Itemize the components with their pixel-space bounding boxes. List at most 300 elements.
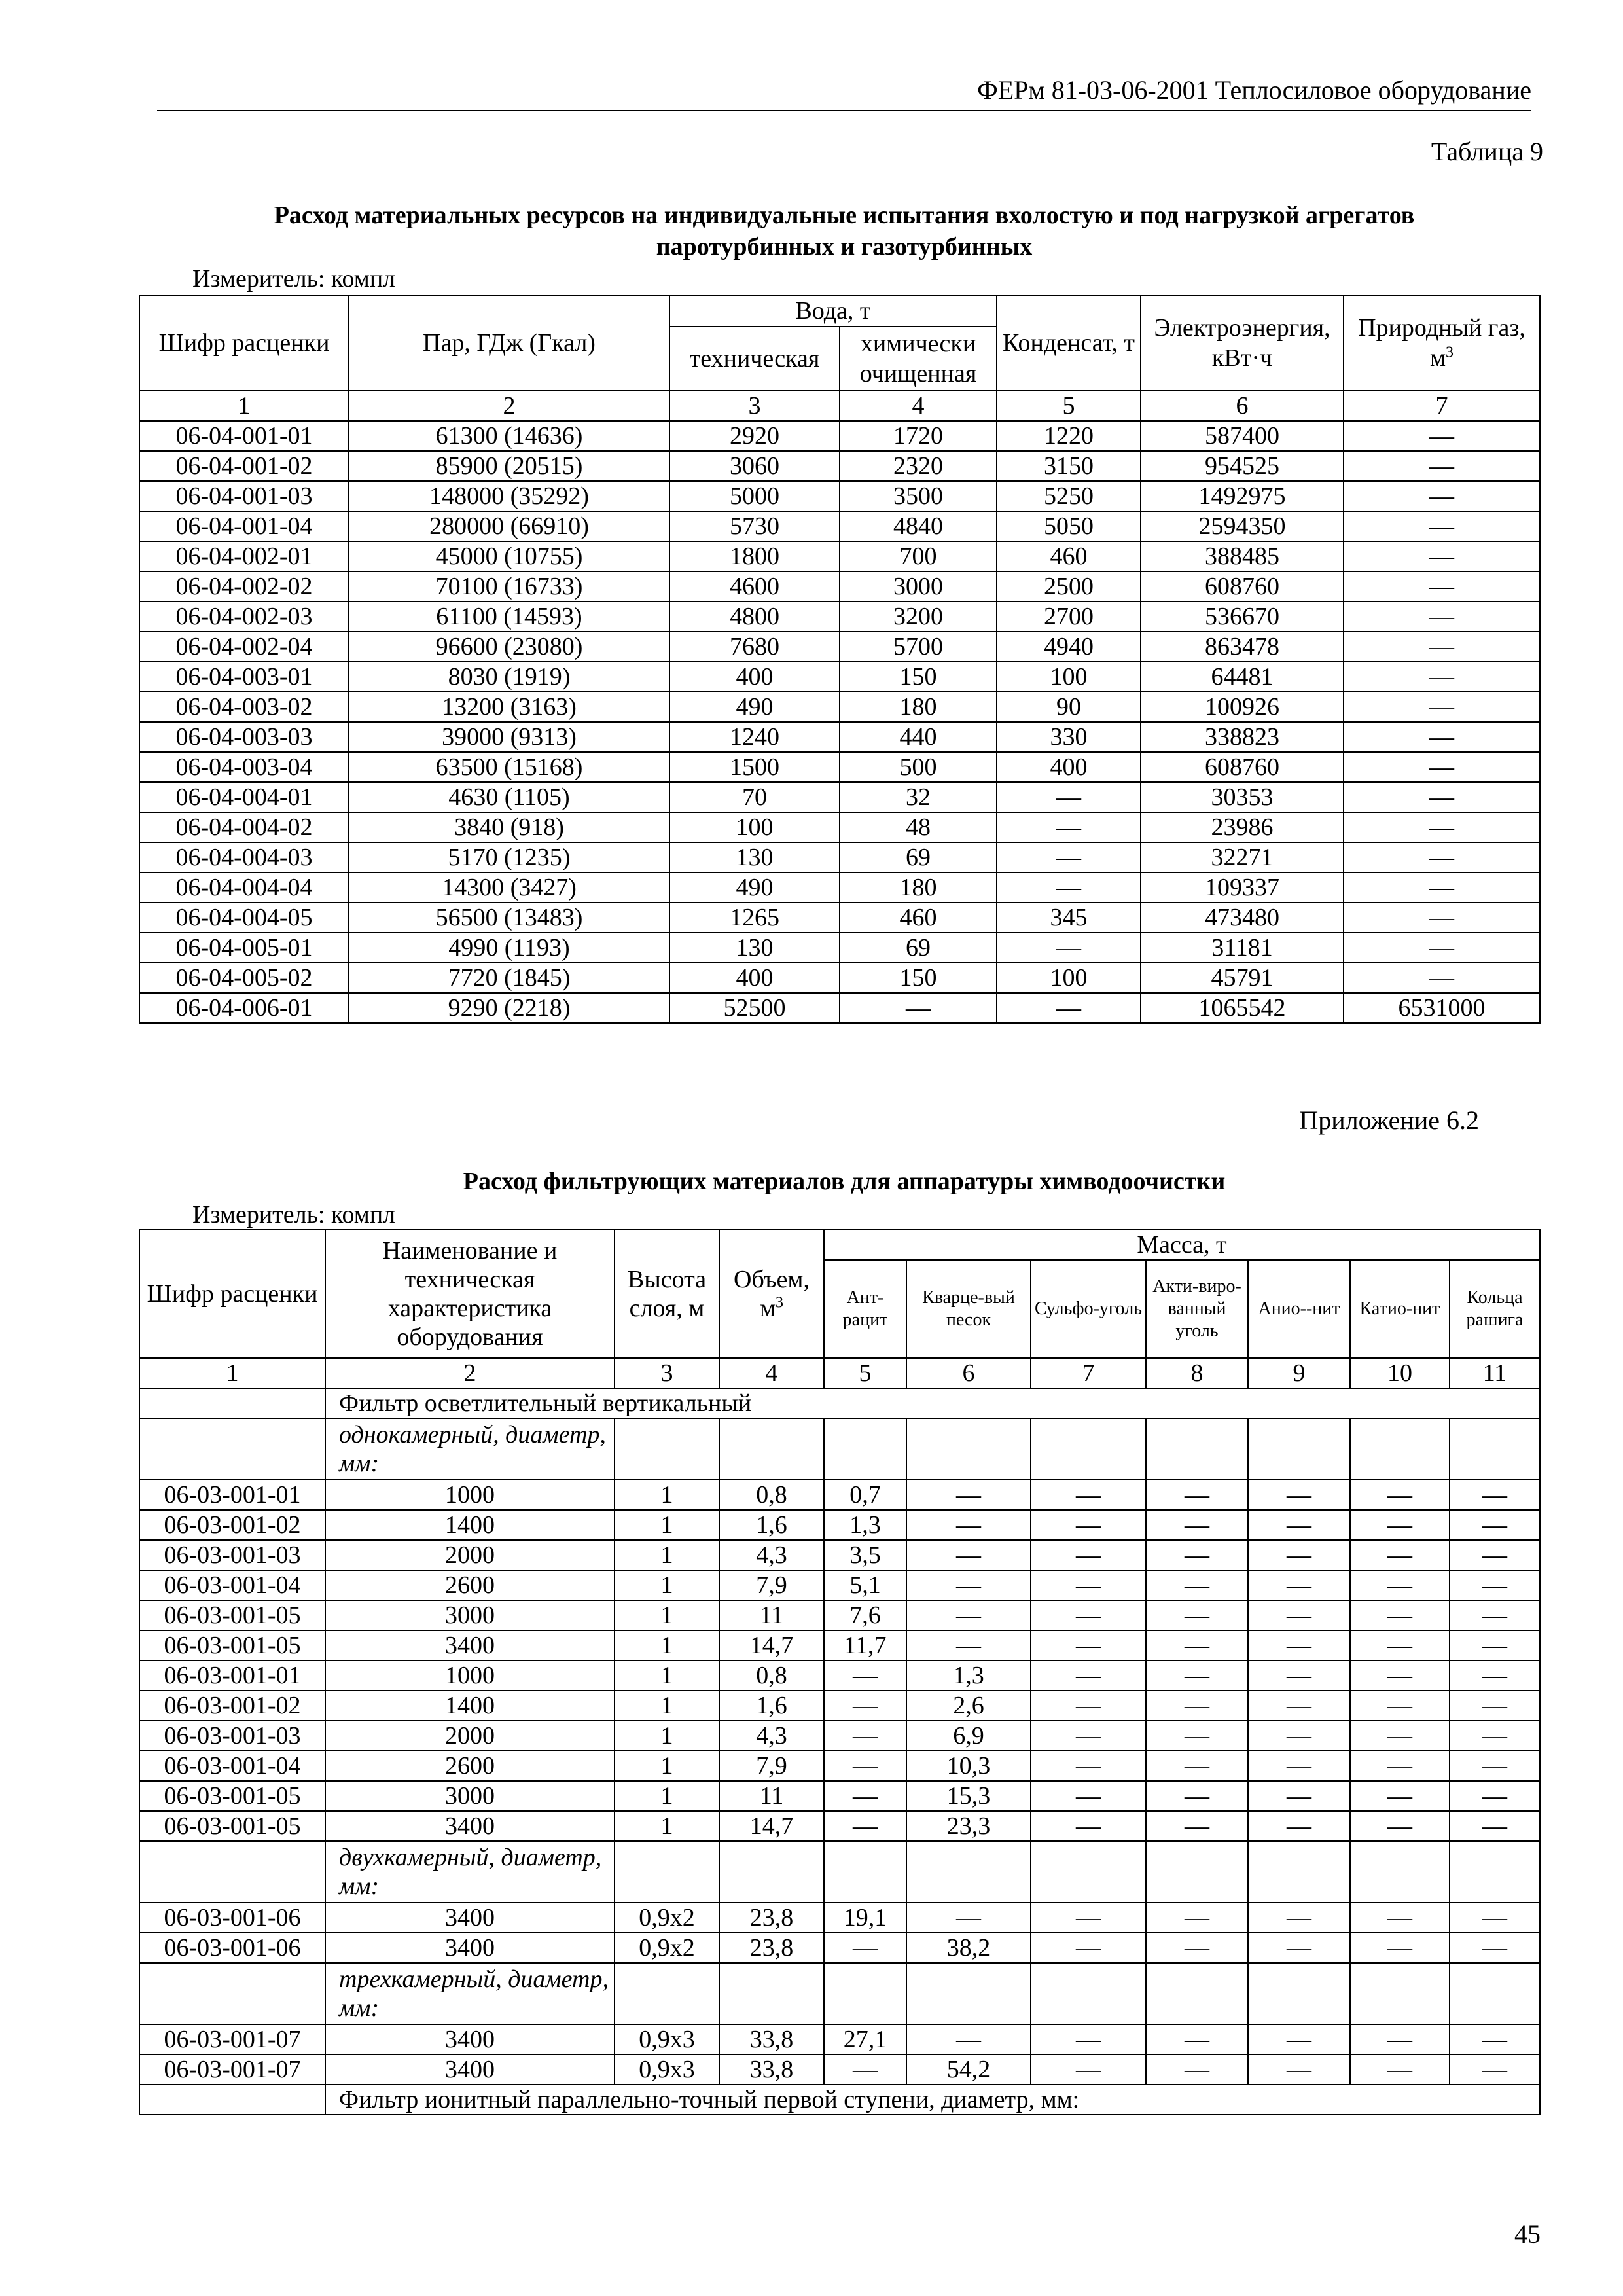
- table-cell: —: [1450, 1630, 1540, 1660]
- table-cell: —: [1248, 1480, 1350, 1510]
- table-cell: —: [906, 1510, 1031, 1540]
- table-cell: —: [997, 872, 1141, 903]
- table-cell: 63500 (15168): [349, 752, 669, 782]
- empty-cell: [906, 1841, 1031, 1903]
- subgroup-row-triple-chamber: [139, 1963, 1540, 2024]
- table-cell: —: [1031, 2054, 1146, 2085]
- table-cell: —: [1031, 1811, 1146, 1841]
- table-cell: —: [1344, 511, 1540, 541]
- table-cell: 3000: [840, 571, 997, 601]
- table-cell: 3200: [840, 601, 997, 632]
- header-water-technical: техническая: [669, 327, 840, 391]
- table-cell: —: [1350, 1933, 1450, 1963]
- header-volume-sup: 3: [776, 1294, 784, 1312]
- table-row: [139, 963, 1540, 993]
- table-cell: 69: [840, 842, 997, 872]
- table-cell: 1000: [325, 1660, 615, 1691]
- table-cell: —: [1450, 1721, 1540, 1751]
- table-cell: —: [1450, 1540, 1540, 1570]
- table-cell: 150: [840, 963, 997, 993]
- table-cell: 06-04-001-02: [139, 451, 349, 481]
- table-cell: —: [1350, 1600, 1450, 1630]
- table-cell: —: [1450, 2054, 1540, 2085]
- table-row: [139, 1540, 1540, 1570]
- table-cell: 8: [1146, 1358, 1248, 1388]
- table-cell: —: [1344, 692, 1540, 722]
- section2-title: Расход фильтрующих материалов для аппаратуры химводоочистки: [463, 1168, 1226, 1195]
- table-cell: —: [1344, 481, 1540, 511]
- column-number-row: [139, 391, 1540, 421]
- table-row: [139, 1721, 1540, 1751]
- table-cell: —: [1344, 601, 1540, 632]
- table-cell: —: [1248, 1751, 1350, 1781]
- table-cell: —: [1248, 1903, 1350, 1933]
- table-cell: 473480: [1141, 903, 1344, 933]
- table-cell: —: [1350, 1630, 1450, 1660]
- table-cell: 5000: [669, 481, 840, 511]
- table-cell: 440: [840, 722, 997, 752]
- table-cell: 338823: [1141, 722, 1344, 752]
- subgroup-title: трехкамерный, диаметр, мм:: [325, 1963, 615, 2024]
- header-gas-sup: 3: [1446, 344, 1454, 361]
- table-cell: 500: [840, 752, 997, 782]
- table-row: [139, 903, 1540, 933]
- table-cell: 1: [615, 1630, 719, 1660]
- table-cell: 70: [669, 782, 840, 812]
- table-cell: 490: [669, 692, 840, 722]
- table-cell: 4600: [669, 571, 840, 601]
- table-row: [139, 782, 1540, 812]
- table-cell: 5: [824, 1358, 906, 1388]
- table-cell: —: [1146, 1811, 1248, 1841]
- empty-cell: [719, 1418, 824, 1480]
- table-cell: 1000: [325, 1480, 615, 1510]
- empty-cell: [1450, 1418, 1540, 1480]
- table-cell: 38,2: [906, 1933, 1031, 1963]
- table-cell: —: [1350, 1903, 1450, 1933]
- empty-cell: [615, 1418, 719, 1480]
- table-cell: 1: [615, 1540, 719, 1570]
- table-row: [139, 872, 1540, 903]
- table-cell: 32271: [1141, 842, 1344, 872]
- table-cell: 33,8: [719, 2024, 824, 2054]
- table-cell: 06-03-001-03: [139, 1540, 325, 1570]
- table-cell: 2: [349, 391, 669, 421]
- empty-cell: [139, 2085, 325, 2115]
- table-cell: —: [1350, 1721, 1450, 1751]
- table-cell: —: [997, 812, 1141, 842]
- table-cell: 7,6: [824, 1600, 906, 1630]
- table-row: [139, 481, 1540, 511]
- table-cell: 3400: [325, 1811, 615, 1841]
- table1-column-numbers: [139, 391, 1540, 421]
- table-cell: 06-04-001-03: [139, 481, 349, 511]
- table-cell: 180: [840, 872, 997, 903]
- table-cell: —: [1350, 1660, 1450, 1691]
- empty-cell: [824, 1841, 906, 1903]
- table-cell: 06-04-006-01: [139, 993, 349, 1023]
- table-cell: —: [1350, 1480, 1450, 1510]
- table-cell: —: [1031, 1721, 1146, 1751]
- table-cell: 5170 (1235): [349, 842, 669, 872]
- table-row: [139, 1781, 1540, 1811]
- page-header: [157, 72, 1531, 111]
- table-row: [139, 1903, 1540, 1933]
- table-cell: 54,2: [906, 2054, 1031, 2085]
- table-cell: 3000: [325, 1781, 615, 1811]
- table-cell: 06-04-003-01: [139, 662, 349, 692]
- table-cell: 400: [669, 662, 840, 692]
- table-cell: —: [1450, 1510, 1540, 1540]
- table-cell: 06-04-002-04: [139, 632, 349, 662]
- table-cell: 130: [669, 933, 840, 963]
- table-cell: 56500 (13483): [349, 903, 669, 933]
- table-cell: 954525: [1141, 451, 1344, 481]
- empty-cell: [1248, 1841, 1350, 1903]
- header-volume-label: Объем, м: [734, 1266, 810, 1322]
- table-cell: 3: [615, 1358, 719, 1388]
- table-cell: 3500: [840, 481, 997, 511]
- table-cell: 06-03-001-05: [139, 1811, 325, 1841]
- table-cell: —: [1350, 2024, 1450, 2054]
- table-cell: 3400: [325, 1903, 615, 1933]
- table-cell: 345: [997, 903, 1141, 933]
- table-cell: —: [1031, 1510, 1146, 1540]
- table-cell: 15,3: [906, 1781, 1031, 1811]
- table-cell: 32: [840, 782, 997, 812]
- empty-cell: [1031, 1418, 1146, 1480]
- table-cell: 69: [840, 933, 997, 963]
- table-row: [139, 601, 1540, 632]
- table-cell: 10: [1350, 1358, 1450, 1388]
- table-cell: 11,7: [824, 1630, 906, 1660]
- table-cell: —: [1146, 1600, 1248, 1630]
- table-cell: 06-03-001-03: [139, 1721, 325, 1751]
- document-title: ФЕРм 81-03-06-2001 Теплосиловое оборудование: [977, 75, 1531, 105]
- material-resources-table: [139, 295, 1541, 1024]
- table-cell: —: [1344, 903, 1540, 933]
- table-cell: 7,9: [719, 1570, 824, 1600]
- table-cell: —: [997, 842, 1141, 872]
- table-cell: —: [1350, 1811, 1450, 1841]
- table-cell: —: [1146, 1540, 1248, 1570]
- table-cell: 3150: [997, 451, 1141, 481]
- table-cell: 06-03-001-02: [139, 1510, 325, 1540]
- table-cell: 06-04-004-05: [139, 903, 349, 933]
- table-cell: 1492975: [1141, 481, 1344, 511]
- group-row-ion-exchange-filter: [139, 2085, 1540, 2115]
- table-cell: 1,3: [824, 1510, 906, 1540]
- header-layer-height: Высота слоя, м: [615, 1230, 719, 1358]
- table-cell: —: [1031, 1691, 1146, 1721]
- table-cell: 06-03-001-07: [139, 2054, 325, 2085]
- table-cell: —: [1248, 1660, 1350, 1691]
- table-cell: 2000: [325, 1540, 615, 1570]
- table-cell: —: [1344, 571, 1540, 601]
- header-activated-carbon: Акти-виро-ванный уголь: [1146, 1260, 1248, 1358]
- table-cell: —: [1450, 1691, 1540, 1721]
- table-cell: 148000 (35292): [349, 481, 669, 511]
- table-cell: 1: [615, 1691, 719, 1721]
- empty-cell: [1248, 1418, 1350, 1480]
- section1-title-line1: Расход материальных ресурсов на индивидуальные испытания вхолостую и под нагрузкой агрегатов: [274, 202, 1415, 229]
- table-cell: 3000: [325, 1600, 615, 1630]
- table-cell: 1: [615, 1570, 719, 1600]
- filter-materials-table: [139, 1229, 1541, 2115]
- group-row-clarifying-filter: [139, 1388, 1540, 1418]
- empty-cell: [139, 1418, 325, 1480]
- table-cell: 6,9: [906, 1721, 1031, 1751]
- table-cell: —: [1350, 1510, 1450, 1540]
- table-cell: —: [824, 1933, 906, 1963]
- table-cell: —: [1450, 1480, 1540, 1510]
- table-cell: 3840 (918): [349, 812, 669, 842]
- table-row: [139, 632, 1540, 662]
- table-cell: 1500: [669, 752, 840, 782]
- table-cell: —: [1146, 1630, 1248, 1660]
- subgroup-row-double-chamber: [139, 1841, 1540, 1903]
- table-cell: 06-03-001-01: [139, 1480, 325, 1510]
- table-cell: —: [1146, 2024, 1248, 2054]
- table-row: [139, 752, 1540, 782]
- table-cell: 1065542: [1141, 993, 1344, 1023]
- table-row: [139, 812, 1540, 842]
- empty-cell: [1146, 1418, 1248, 1480]
- table-cell: 180: [840, 692, 997, 722]
- table-cell: 608760: [1141, 752, 1344, 782]
- table-cell: —: [1344, 451, 1540, 481]
- table-cell: —: [824, 2054, 906, 2085]
- table-row: [139, 2054, 1540, 2085]
- table-cell: 280000 (66910): [349, 511, 669, 541]
- table-row: [139, 692, 1540, 722]
- table-cell: —: [1146, 1781, 1248, 1811]
- table-cell: 06-04-003-04: [139, 752, 349, 782]
- header-code: Шифр расценки: [139, 1230, 325, 1358]
- table-cell: 0,9x3: [615, 2024, 719, 2054]
- table-cell: 400: [669, 963, 840, 993]
- header-steam: Пар, ГДж (Гкал): [349, 295, 669, 391]
- table-cell: 23,8: [719, 1933, 824, 1963]
- table-cell: 863478: [1141, 632, 1344, 662]
- table-cell: 06-04-002-02: [139, 571, 349, 601]
- header-raschig-rings: Кольца рашига: [1450, 1260, 1540, 1358]
- table-cell: 2600: [325, 1570, 615, 1600]
- table-cell: —: [1248, 1933, 1350, 1963]
- table-cell: —: [1248, 1721, 1350, 1751]
- table-cell: —: [1450, 1903, 1540, 1933]
- table-row: [139, 722, 1540, 752]
- table-cell: 45000 (10755): [349, 541, 669, 571]
- table-cell: 06-04-002-01: [139, 541, 349, 571]
- section2-measure: Измеритель: компл: [192, 1201, 396, 1229]
- table-cell: 1: [615, 1480, 719, 1510]
- table-cell: 2500: [997, 571, 1141, 601]
- table-cell: 1220: [997, 421, 1141, 451]
- table-cell: —: [824, 1781, 906, 1811]
- table-cell: 06-04-001-01: [139, 421, 349, 451]
- header-water-chemical: химически очищенная: [840, 327, 997, 391]
- table-cell: —: [1344, 421, 1540, 451]
- table-cell: 330: [997, 722, 1141, 752]
- table-cell: —: [1450, 1570, 1540, 1600]
- table-cell: 5,1: [824, 1570, 906, 1600]
- header-volume: [719, 1230, 824, 1358]
- table-cell: 1,6: [719, 1691, 824, 1721]
- subgroup-row-single-chamber: [139, 1418, 1540, 1480]
- table-cell: 608760: [1141, 571, 1344, 601]
- table-cell: 14300 (3427): [349, 872, 669, 903]
- table-cell: 30353: [1141, 782, 1344, 812]
- table-cell: 7: [1031, 1358, 1146, 1388]
- table-cell: 39000 (9313): [349, 722, 669, 752]
- table-cell: 700: [840, 541, 997, 571]
- table-row: [139, 1600, 1540, 1630]
- table-cell: —: [1146, 2054, 1248, 2085]
- table-cell: 2320: [840, 451, 997, 481]
- table-cell: 2700: [997, 601, 1141, 632]
- table-cell: 52500: [669, 993, 840, 1023]
- table-cell: —: [1146, 1903, 1248, 1933]
- table-cell: —: [824, 1660, 906, 1691]
- table-row: [139, 662, 1540, 692]
- table-cell: 3060: [669, 451, 840, 481]
- empty-cell: [1031, 1963, 1146, 2024]
- table-cell: 06-04-005-02: [139, 963, 349, 993]
- table-cell: —: [1248, 1630, 1350, 1660]
- table-cell: 6: [1141, 391, 1344, 421]
- table-cell: 1: [615, 1660, 719, 1691]
- table-cell: 4840: [840, 511, 997, 541]
- header-gas: [1344, 295, 1540, 391]
- table-cell: 06-03-001-06: [139, 1933, 325, 1963]
- table-cell: 0,7: [824, 1480, 906, 1510]
- table-cell: 06-03-001-05: [139, 1781, 325, 1811]
- table-cell: —: [1450, 1600, 1540, 1630]
- table-cell: 06-03-001-04: [139, 1570, 325, 1600]
- table-cell: —: [1450, 1781, 1540, 1811]
- table-cell: —: [1031, 1751, 1146, 1781]
- table-cell: 23986: [1141, 812, 1344, 842]
- table-cell: —: [824, 1721, 906, 1751]
- table-row: [139, 451, 1540, 481]
- table-cell: —: [1248, 1781, 1350, 1811]
- table-cell: 90: [997, 692, 1141, 722]
- header-mass: Масса, т: [824, 1230, 1540, 1260]
- empty-cell: [719, 1963, 824, 2024]
- table-row: [139, 421, 1540, 451]
- header-code: Шифр расценки: [139, 295, 349, 391]
- table-cell: —: [1146, 1751, 1248, 1781]
- table-cell: —: [1031, 1630, 1146, 1660]
- table-cell: 3,5: [824, 1540, 906, 1570]
- table-cell: 3400: [325, 1933, 615, 1963]
- table-cell: —: [1031, 1570, 1146, 1600]
- table-row: [139, 541, 1540, 571]
- table-cell: 06-04-004-03: [139, 842, 349, 872]
- table-cell: 0,8: [719, 1480, 824, 1510]
- section1-title-line2: паротурбинных и газотурбинных: [656, 233, 1033, 260]
- table-cell: —: [1248, 2024, 1350, 2054]
- table-cell: 19,1: [824, 1903, 906, 1933]
- table-row: [139, 1751, 1540, 1781]
- table-cell: —: [906, 1903, 1031, 1933]
- table-cell: —: [1450, 1751, 1540, 1781]
- table-cell: 490: [669, 872, 840, 903]
- table-cell: 2000: [325, 1721, 615, 1751]
- table-cell: —: [1031, 1600, 1146, 1630]
- table-cell: 96600 (23080): [349, 632, 669, 662]
- table-cell: 64481: [1141, 662, 1344, 692]
- table-row: [139, 842, 1540, 872]
- table-cell: —: [997, 782, 1141, 812]
- table-cell: 536670: [1141, 601, 1344, 632]
- table-cell: 109337: [1141, 872, 1344, 903]
- header-cationite: Катио-нит: [1350, 1260, 1450, 1358]
- table-cell: 06-04-004-01: [139, 782, 349, 812]
- table-cell: 06-04-003-02: [139, 692, 349, 722]
- table-cell: —: [1146, 1660, 1248, 1691]
- table-cell: —: [1248, 1691, 1350, 1721]
- table-cell: 1720: [840, 421, 997, 451]
- table-cell: 06-03-001-02: [139, 1691, 325, 1721]
- table-cell: —: [1344, 933, 1540, 963]
- table-cell: —: [1450, 1811, 1540, 1841]
- section1-measure: Измеритель: компл: [192, 265, 396, 293]
- table-cell: 7720 (1845): [349, 963, 669, 993]
- header-water: Вода, т: [669, 295, 997, 327]
- empty-cell: [615, 1963, 719, 2024]
- table-cell: 9: [1248, 1358, 1350, 1388]
- table-cell: —: [1344, 872, 1540, 903]
- table-cell: 0,9x3: [615, 2054, 719, 2085]
- table-cell: 587400: [1141, 421, 1344, 451]
- table-cell: 2594350: [1141, 511, 1344, 541]
- table-cell: 0,8: [719, 1660, 824, 1691]
- table-cell: —: [1450, 1660, 1540, 1691]
- table-cell: —: [1344, 782, 1540, 812]
- table-cell: 06-04-004-02: [139, 812, 349, 842]
- table-cell: —: [1031, 1933, 1146, 1963]
- table-cell: 3400: [325, 2054, 615, 2085]
- table-cell: 1: [139, 391, 349, 421]
- table-cell: 85900 (20515): [349, 451, 669, 481]
- table-cell: —: [1146, 1721, 1248, 1751]
- table-cell: 0,9x2: [615, 1903, 719, 1933]
- empty-cell: [1146, 1841, 1248, 1903]
- table2-body: [139, 1358, 1540, 2115]
- table-cell: 10,3: [906, 1751, 1031, 1781]
- table-cell: —: [824, 1751, 906, 1781]
- empty-cell: [1450, 1841, 1540, 1903]
- table-cell: 4,3: [719, 1540, 824, 1570]
- table-cell: —: [1344, 812, 1540, 842]
- table-cell: 23,8: [719, 1903, 824, 1933]
- table-cell: —: [1248, 1811, 1350, 1841]
- table-cell: 06-04-001-04: [139, 511, 349, 541]
- table-cell: —: [1031, 1540, 1146, 1570]
- table-cell: —: [1344, 632, 1540, 662]
- table-cell: —: [906, 1480, 1031, 1510]
- table-cell: 100: [997, 662, 1141, 692]
- table-cell: 1: [615, 1600, 719, 1630]
- header-electricity: Электроэнергия, кВт·ч: [1141, 295, 1344, 391]
- table-cell: 06-04-004-04: [139, 872, 349, 903]
- empty-cell: [139, 1388, 325, 1418]
- table-cell: 61100 (14593): [349, 601, 669, 632]
- table-row: [139, 993, 1540, 1023]
- table-cell: —: [1450, 2024, 1540, 2054]
